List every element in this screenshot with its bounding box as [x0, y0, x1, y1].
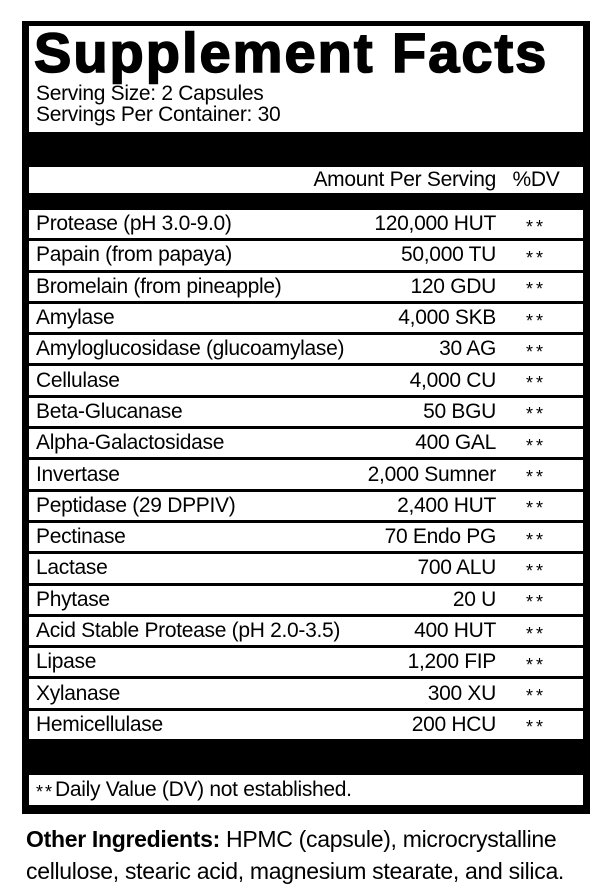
other-ingredients-text: HPMC (capsule), microcrystalline cellulose, stearic acid, magnesium stearate, and silica.	[26, 826, 565, 885]
ingredient-name: Peptidase (29 DPPIV)	[36, 493, 236, 517]
ingredient-name: Acid Stable Protease (pH 2.0-3.5)	[36, 619, 341, 642]
ingredient-row	[29, 679, 583, 710]
dv-footnote	[29, 775, 583, 805]
ingredient-dv: **	[525, 623, 546, 644]
ingredient-dv: **	[525, 404, 546, 425]
ingredient-dv: **	[525, 592, 546, 613]
ingredient-row	[29, 241, 583, 272]
ingredient-dv: **	[525, 310, 546, 331]
other-ingredients-section	[26, 823, 590, 887]
ingredient-amount: 120,000 HUT	[374, 212, 496, 236]
ingredient-dv: **	[525, 435, 546, 456]
ingredient-name: Papain (from papaya)	[36, 243, 232, 267]
ingredient-amount: 700 ALU	[417, 556, 496, 580]
ingredient-name: Beta-Glucanase	[36, 399, 183, 423]
ingredient-name: Bromelain (from pineapple)	[36, 274, 282, 298]
ingredient-row	[29, 554, 583, 585]
footnote-asterisks: **	[36, 781, 55, 802]
ingredient-dv: **	[525, 247, 546, 268]
ingredient-name: Alpha-Galactosidase	[36, 431, 225, 455]
ingredient-dv: **	[525, 654, 546, 675]
ingredient-name: Phytase	[36, 587, 110, 611]
ingredient-amount: 4,000 CU	[409, 368, 496, 392]
column-header-row	[29, 167, 583, 193]
ingredient-dv: **	[525, 686, 546, 707]
ingredient-dv: **	[525, 279, 546, 300]
ingredient-amount: 120 GDU	[410, 274, 496, 298]
bottom-divider-bar	[29, 739, 583, 775]
ingredient-name: Amylase	[36, 306, 115, 330]
ingredient-name: Xylanase	[36, 681, 120, 705]
ingredient-row	[29, 429, 583, 460]
other-ingredients-label: Other Ingredients:	[26, 826, 220, 853]
footnote-text: Daily Value (DV) not established.	[55, 778, 352, 802]
ingredient-row	[29, 460, 583, 491]
amount-per-serving-label: Amount Per Serving	[313, 168, 496, 191]
servings-per-container-text: Servings Per Container: 30	[36, 103, 281, 126]
ingredient-dv: **	[525, 529, 546, 550]
ingredient-amount: 4,000 SKB	[398, 306, 496, 330]
ingredient-row	[29, 617, 583, 648]
ingredient-name: Cellulase	[36, 368, 120, 392]
ingredient-amount: 300 XU	[427, 681, 496, 705]
ingredient-row	[29, 335, 583, 366]
ingredient-amount: 30 AG	[439, 337, 496, 361]
ingredient-row	[29, 273, 583, 304]
top-divider-bar	[29, 132, 583, 167]
panel-title: Supplement Facts	[34, 21, 549, 84]
ingredient-row	[29, 648, 583, 679]
ingredient-amount: 50,000 TU	[401, 243, 496, 267]
ingredient-name: Lipase	[36, 650, 97, 674]
dv-column-label: %DV	[512, 168, 560, 191]
ingredient-dv: **	[525, 216, 546, 237]
ingredient-row	[29, 711, 583, 739]
ingredient-amount: 1,200 FIP	[407, 650, 496, 674]
ingredient-name: Protease (pH 3.0-9.0)	[36, 212, 232, 236]
ingredient-dv: **	[525, 373, 546, 394]
ingredient-name: Amyloglucosidase (glucoamylase)	[36, 337, 345, 361]
ingredient-dv: **	[525, 498, 546, 519]
ingredient-dv: **	[525, 717, 546, 738]
ingredient-row	[29, 492, 583, 523]
ingredient-amount: 400 HUT	[414, 619, 496, 642]
serving-size-text: Serving Size: 2 Capsules	[36, 82, 264, 105]
ingredient-row	[29, 523, 583, 554]
ingredient-amount: 2,400 HUT	[397, 493, 496, 517]
ingredient-name: Pectinase	[36, 525, 126, 549]
ingredient-row	[29, 366, 583, 397]
ingredient-row	[29, 304, 583, 335]
ingredient-row	[29, 586, 583, 617]
ingredient-amount: 20 U	[452, 587, 496, 611]
ingredient-amount: 200 HCU	[411, 712, 496, 736]
ingredient-amount: 2,000 Sumner	[367, 462, 496, 486]
ingredient-row	[29, 210, 583, 241]
supplement-facts-panel	[22, 21, 590, 814]
header-divider-bar	[29, 193, 583, 210]
ingredient-row	[29, 398, 583, 429]
ingredient-name: Hemicellulase	[36, 712, 163, 736]
ingredient-name: Invertase	[36, 462, 120, 486]
ingredient-amount: 50 BGU	[423, 399, 496, 423]
ingredient-dv: **	[525, 341, 546, 362]
ingredient-dv: **	[525, 467, 546, 488]
ingredient-amount: 400 GAL	[415, 431, 496, 455]
ingredient-dv: **	[525, 560, 546, 581]
ingredient-name: Lactase	[36, 556, 108, 580]
ingredient-amount: 70 Endo PG	[384, 525, 496, 549]
ingredient-rows	[29, 210, 583, 739]
